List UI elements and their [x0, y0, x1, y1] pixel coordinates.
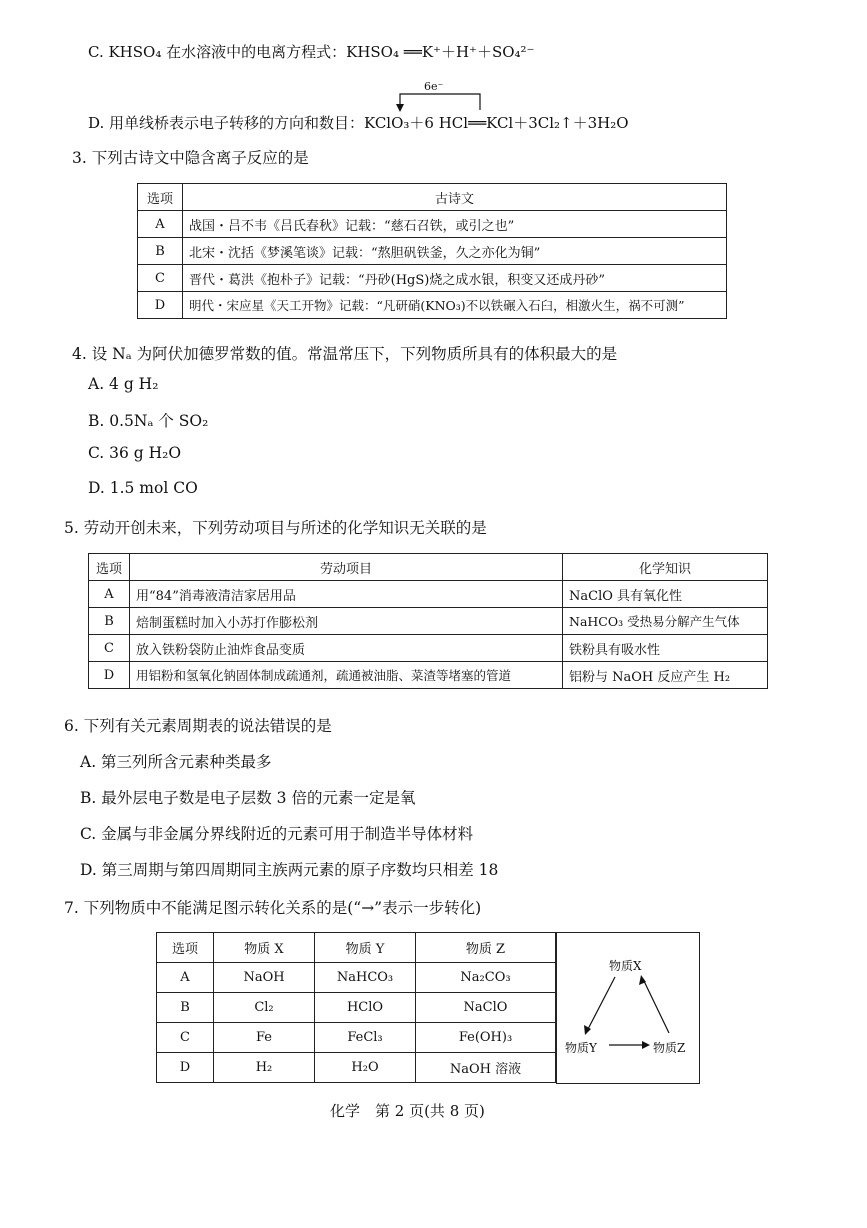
header-knowledge: 化学知识	[563, 554, 768, 581]
cell-y: HClO	[315, 993, 416, 1023]
header-poem: 古诗文	[183, 184, 727, 211]
table-header-row	[157, 933, 556, 963]
header-option: 选项	[89, 554, 130, 581]
cell-y: NaHCO₃	[315, 963, 416, 993]
cell-x: Cl₂	[214, 993, 315, 1023]
cell-option: D	[138, 292, 183, 319]
cell-option: C	[138, 265, 183, 292]
table-row	[157, 993, 556, 1023]
cell-text: 北宋・沈括《梦溪笔谈》记载：“熬胆矾铁釜，久之亦化为铜”	[183, 238, 727, 265]
cell-labor: 焙制蛋糕时加入小苏打作膨松剂	[130, 608, 563, 635]
page-footer: 化学 第 2 页(共 8 页)	[330, 1102, 485, 1120]
table-row	[157, 963, 556, 993]
cell-x: Fe	[214, 1023, 315, 1053]
cell-y: FeCl₃	[315, 1023, 416, 1053]
cell-option: B	[157, 993, 214, 1023]
question-5-table	[88, 553, 768, 689]
cell-option: B	[138, 238, 183, 265]
diagram-arrows	[557, 933, 699, 1083]
arrow-x-to-y	[587, 977, 615, 1031]
option-d-single-bridge: D. 用单线桥表示电子转移的方向和数目：KClO₃＋6 HCl══KCl＋3Cl₂↑＋3H₂O	[88, 114, 629, 132]
cell-labor: 用铝粉和氢氧化钠固体制成疏通剂，疏通被油脂、菜渣等堵塞的管道	[130, 662, 563, 689]
cell-z: NaOH 溶液	[416, 1053, 556, 1083]
header-option: 选项	[138, 184, 183, 211]
cell-knowledge: 铝粉与 NaOH 反应产生 H₂	[563, 662, 768, 689]
header-option: 选项	[157, 933, 214, 963]
transformation-diagram	[556, 932, 700, 1084]
q6-option-d: D. 第三周期与第四周期同主族两元素的原子序数均只相差 18	[80, 861, 499, 879]
header-x: 物质 X	[214, 933, 315, 963]
cell-option: A	[157, 963, 214, 993]
cell-text: 战国・吕不韦《吕氏春秋》记载：“慈石召铁，或引之也”	[183, 211, 727, 238]
electron-label: 6e⁻	[424, 80, 444, 93]
cell-option: D	[157, 1053, 214, 1083]
cell-option: B	[89, 608, 130, 635]
diagram-label-y: 物质Y	[565, 1041, 597, 1055]
cell-text: 明代・宋应星《天工开物》记载：“凡研硝(KNO₃)不以铁碾入石臼，相激火生，祸不可测”	[183, 292, 727, 319]
table-row	[138, 211, 727, 238]
electron-transfer-arrow	[390, 80, 500, 116]
cell-knowledge: NaClO 具有氧化性	[563, 581, 768, 608]
cell-option: D	[89, 662, 130, 689]
table-row	[157, 1023, 556, 1053]
table-row	[89, 635, 768, 662]
q6-option-a: A. 第三列所含元素种类最多	[80, 753, 272, 771]
q4-option-c: C. 36 g H₂O	[88, 444, 182, 462]
q6-option-c: C. 金属与非金属分界线附近的元素可用于制造半导体材料	[80, 825, 474, 843]
question-4-stem: 4. 设 Nₐ 为阿伏加德罗常数的值。常温常压下，下列物质所具有的体积最大的是	[72, 345, 618, 363]
cell-labor: 放入铁粉袋防止油炸食品变质	[130, 635, 563, 662]
header-y: 物质 Y	[315, 933, 416, 963]
cell-z: Fe(OH)₃	[416, 1023, 556, 1053]
cell-z: Na₂CO₃	[416, 963, 556, 993]
cell-knowledge: NaHCO₃ 受热易分解产生气体	[563, 608, 768, 635]
cell-z: NaClO	[416, 993, 556, 1023]
question-6-stem: 6. 下列有关元素周期表的说法错误的是	[64, 717, 332, 735]
table-row	[89, 608, 768, 635]
cell-option: C	[157, 1023, 214, 1053]
cell-option: A	[138, 211, 183, 238]
header-labor: 劳动项目	[130, 554, 563, 581]
q4-option-a: A. 4 g H₂	[88, 375, 159, 393]
question-7-table	[156, 932, 556, 1083]
diagram-label-x: 物质X	[609, 959, 642, 973]
question-3-table	[137, 183, 727, 319]
q4-option-d: D. 1.5 mol CO	[88, 479, 198, 497]
table-row	[157, 1053, 556, 1083]
question-5-stem: 5. 劳动开创未来，下列劳动项目与所述的化学知识无关联的是	[64, 519, 487, 537]
table-row	[138, 292, 727, 319]
q4-option-b: B. 0.5Nₐ 个 SO₂	[88, 412, 209, 430]
q6-option-b: B. 最外层电子数是电子层数 3 倍的元素一定是氧	[80, 789, 416, 807]
option-c-khso4: C. KHSO₄ 在水溶液中的电离方程式：KHSO₄ ══K⁺＋H⁺＋SO₄²⁻	[88, 43, 535, 61]
table-header-row	[89, 554, 768, 581]
cell-labor: 用“84”消毒液清洁家居用品	[130, 581, 563, 608]
cell-y: H₂O	[315, 1053, 416, 1083]
question-7-stem: 7. 下列物质中不能满足图示转化关系的是(“→”表示一步转化)	[64, 899, 482, 917]
question-3-stem: 3. 下列古诗文中隐含离子反应的是	[72, 149, 309, 167]
cell-knowledge: 铁粉具有吸水性	[563, 635, 768, 662]
table-header-row	[138, 184, 727, 211]
table-row	[138, 238, 727, 265]
header-z: 物质 Z	[416, 933, 556, 963]
cell-x: NaOH	[214, 963, 315, 993]
arrow-z-to-x	[643, 979, 669, 1033]
cell-option: C	[89, 635, 130, 662]
cell-option: A	[89, 581, 130, 608]
table-row	[89, 662, 768, 689]
diagram-label-z: 物质Z	[653, 1041, 686, 1055]
table-row	[138, 265, 727, 292]
cell-x: H₂	[214, 1053, 315, 1083]
cell-text: 晋代・葛洪《抱朴子》记载：“丹砂(HgS)烧之成水银，积变又还成丹砂”	[183, 265, 727, 292]
table-row	[89, 581, 768, 608]
